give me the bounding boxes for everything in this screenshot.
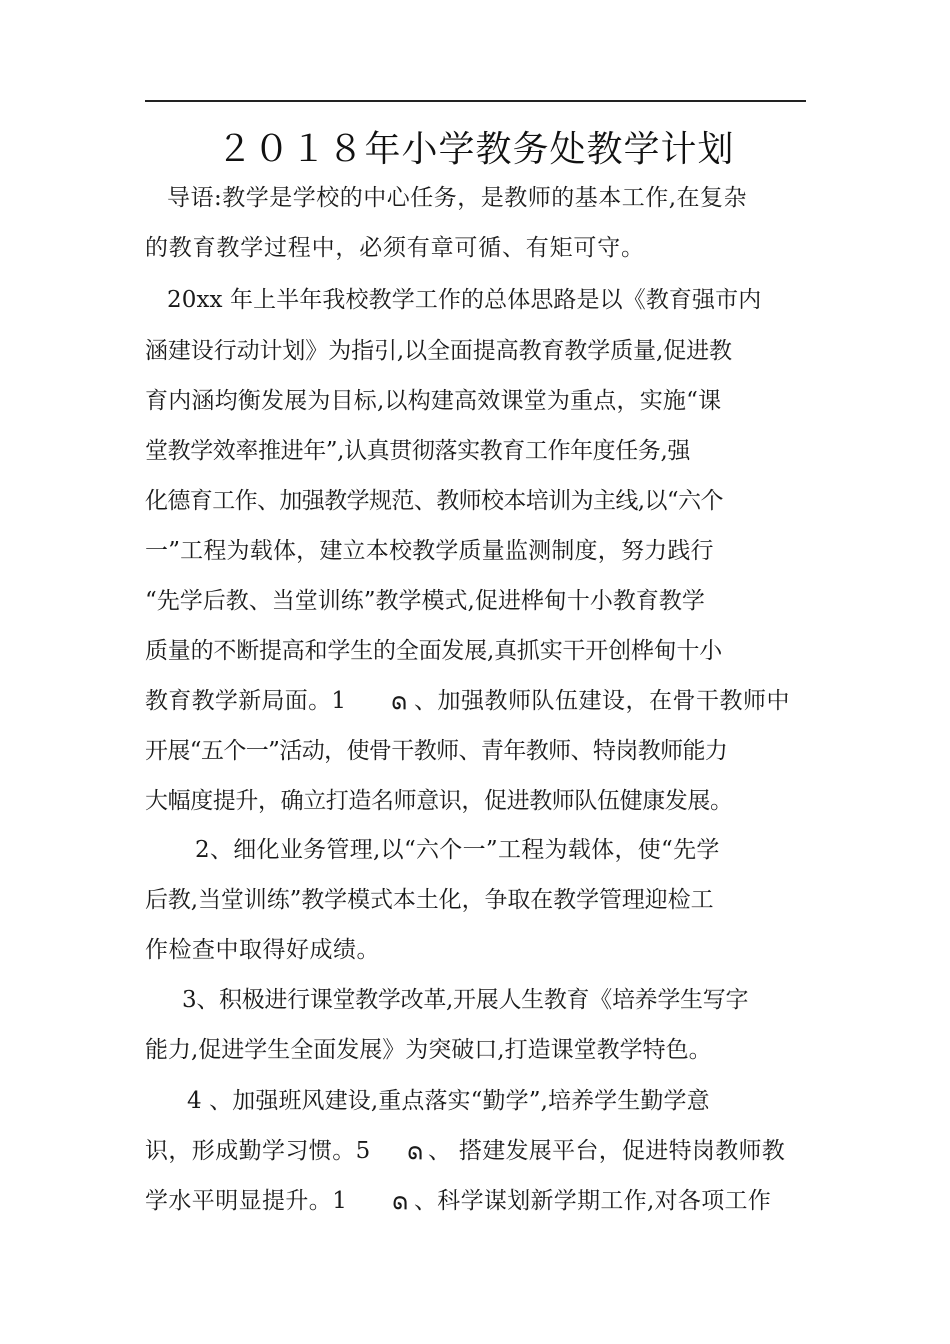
item-4-line-1: 4 、加强班风建设,重点落实“勤学”,培养学生勤学意 — [187, 1088, 710, 1114]
item-2-line-2: 后教,当堂训练”教学模式本土化，争取在教学管理迎检工 — [145, 887, 714, 913]
intro-line-2: 的教育教学过程中，必须有章可循、有矩可守。 — [145, 235, 645, 261]
item-3-line-1: 3、积极进行课堂教学改革,开展人生教育《培养学生写字 — [182, 987, 749, 1013]
header-rule — [145, 100, 806, 102]
document-title: ２０１８年小学教务处教学计划 — [216, 129, 735, 170]
paragraph-line-10: 开展“五个一”活动，使骨干教师、青年教师、特岗教师能力 — [145, 738, 728, 764]
item-4-line-2-end: 、 搭建发展平台，促进特岗教师教 — [428, 1138, 786, 1164]
intro-line-1: 导语:教学是学校的中心任务，是教师的基本工作,在复杂 — [167, 185, 748, 211]
paragraph-line-6: 一”工程为载体，建立本校教学质量监测制度，努力践行 — [145, 538, 714, 564]
paragraph-line-3: 育内涵均衡发展为目标,以构建高效课堂为重点，实施“课 — [145, 388, 722, 414]
garbled-glyph: ᘏ — [408, 1144, 423, 1164]
garbled-glyph: ᘏ — [392, 694, 407, 714]
paragraph-line-11: 大幅度提升，确立打造名师意识，促进教师队伍健康发展。 — [145, 788, 733, 814]
paragraph-line-8: 质量的不断提高和学生的全面发展,真抓实干开创桦甸十小 — [145, 638, 723, 664]
item-3-line-2: 能力,促进学生全面发展》为突破口,打造课堂教学特色。 — [145, 1037, 712, 1063]
item-6-line-1-start: 学水平明显提升。1 — [145, 1188, 348, 1214]
paragraph-line-2: 涵建设行动计划》为指引,以全面提高教育教学质量,促进教 — [145, 338, 732, 364]
paragraph-line-5: 化德育工作、加强教学规范、教师校本培训为主线,以“六个 — [145, 488, 723, 514]
paragraph-line-1: 20xx 年上半年我校教学工作的总体思路是以《教育强市内 — [167, 287, 762, 313]
item-6-line-1-end: 、科学谋划新学期工作,对各项工作 — [414, 1188, 772, 1214]
paragraph-line-7: “先学后教、当堂训练”教学模式,促进桦甸十小教育教学 — [145, 588, 705, 614]
item-2-line-3: 作检查中取得好成绩。 — [145, 937, 380, 963]
paragraph-line-9-end: 、加强教师队伍建设，在骨干教师中 — [414, 688, 790, 714]
item-2-line-1: 2、细化业务管理,以“六个一”工程为载体，使“先学 — [195, 837, 720, 863]
garbled-glyph: ᘏ — [393, 1194, 408, 1214]
paragraph-line-9-start: 教育教学新局面。1 — [145, 688, 347, 714]
item-4-line-2-start: 识，形成勤学习惯。5 — [145, 1138, 371, 1164]
paragraph-line-4: 堂教学效率推进年”,认真贯彻落实教育工作年度任务,强 — [145, 438, 690, 464]
